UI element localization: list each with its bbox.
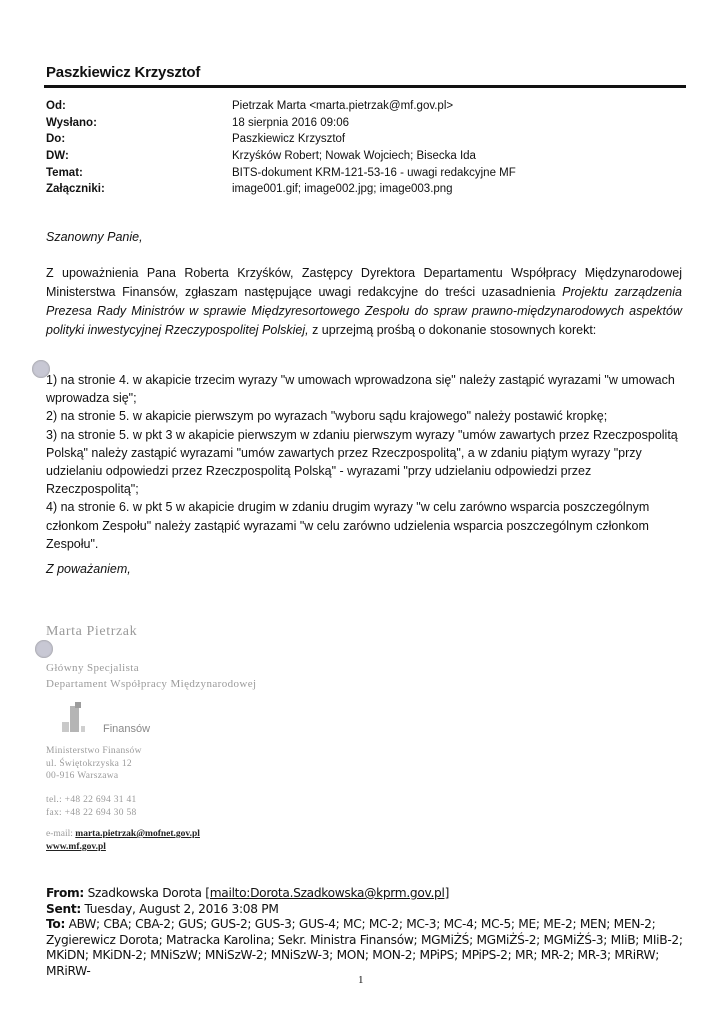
address-line: 00-916 Warszawa bbox=[46, 771, 119, 781]
header-label: Do: bbox=[46, 133, 66, 146]
fwd-sent-value: Tuesday, August 2, 2016 3:08 PM bbox=[80, 901, 279, 916]
fwd-from-name: Szadkowska Dorota bbox=[84, 886, 206, 900]
sender-name: Paszkiewicz Krzysztof bbox=[46, 64, 201, 81]
header-label: Temat: bbox=[46, 166, 83, 179]
email-headers bbox=[46, 98, 516, 198]
logo-text: Finansów bbox=[103, 723, 151, 735]
signature-position: Główny Specjalista bbox=[46, 662, 140, 674]
fax-number: fax: +48 22 694 30 58 bbox=[46, 807, 137, 818]
ministry-logo-icon bbox=[56, 700, 96, 734]
intro-document-title: Projektu zarządzenia Prezesa Rady Ministrów w sprawie Międzyresortowego Zespołu do spraw prawno-międzynarodowych aspektów polityki inwestycyjnej Rzeczypospolitej Polskiej, bbox=[46, 285, 682, 337]
header-row-cc bbox=[46, 148, 516, 165]
website-link[interactable]: www.mf.gov.pl bbox=[46, 842, 106, 852]
header-value: Pietrzak Marta <marta.pietrzak@mf.gov.pl> bbox=[232, 100, 454, 113]
address-line: Ministerstwo Finansów bbox=[46, 746, 142, 756]
header-divider bbox=[44, 85, 686, 88]
header-row-subject bbox=[46, 164, 516, 181]
header-row-attachments bbox=[46, 181, 516, 198]
header-label: Od: bbox=[46, 100, 66, 113]
header-row-to bbox=[46, 131, 516, 148]
signature-name: Marta Pietrzak bbox=[46, 624, 138, 639]
signature-phones bbox=[46, 794, 137, 819]
page-number: 1 bbox=[358, 974, 364, 986]
header-label: Załączniki: bbox=[46, 183, 105, 196]
greeting: Szanowny Panie, bbox=[46, 230, 143, 244]
list-item: 2) na stronie 5. w akapicie pierwszym po wyrazach "wyboru sądu krajowego" należy postawić kropkę; bbox=[46, 409, 608, 424]
fwd-from-mailto-link[interactable]: [mailto:Dorota.Szadkowska@kprm.gov.pl] bbox=[205, 886, 450, 900]
fwd-from-label: From: bbox=[46, 886, 85, 900]
fwd-sent-label: Sent: bbox=[46, 901, 81, 916]
signature-title bbox=[46, 660, 256, 692]
intro-text: Z upoważnienia Pana Roberta Krzyśków, Zastępcy Dyrektora Departamentu Współpracy Międzynarodowej Ministerstwa Finansów, zgłaszam następujące uwagi redakcyjne do treści uzasadnienia bbox=[46, 266, 682, 299]
intro-text-end: z uprzejmą prośbą o dokonanie stosownych korekt: bbox=[308, 323, 597, 337]
fwd-to-value: ABW; CBA; CBA-2; GUS; GUS-2; GUS-3; GUS-4; MC; MC-2; MC-3; MC-4; MC-5; ME; ME-2; MEN; MEN-2; Zygierewicz Dorota; Matracka Karolina; Sekr. Ministra Finansów; MGMiŻŚ; MGMiŻŚ-2; MGMiŻŚ-3; MIiB; MIiB-2; MKiDN; MKiDN-2; MNiSzW; MNiSzW-2; MNiSzW-3; MON; MON-2; MPiPS; MPiPS-2; MR; MR-2; MR-3; MRiRW; MRiRW- bbox=[46, 917, 683, 978]
header-label: DW: bbox=[46, 150, 69, 163]
list-item: 3) na stronie 5. w pkt 3 w akapicie pierwszym w zdaniu pierwszym wyrazy "umów zawartych przez Rzeczpospolitą Polską" należy zastąpić wyrazami "umów zawartych przez Rzeczpospolitą", a w zdaniu piątym wyrazy "przy udzielaniu odpowiedzi przez Rzeczpospolitą Polską" - wyrazami "przy udzielaniu odpowiedzi przez Rzeczpospolitą"; bbox=[46, 427, 678, 497]
header-value: 18 sierpnia 2016 09:06 bbox=[232, 116, 350, 129]
fwd-to-label: To: bbox=[46, 917, 66, 932]
header-value: Paszkiewicz Krzysztof bbox=[232, 133, 346, 146]
list-item: 4) na stronie 6. w pkt 5 w akapicie drugim w zdaniu drugim wyrazy "w celu zarówno wsparcia poszczególnym członkom Zespołu" należy zastąpić wyrazami "w celu zarówno udzielenia wsparcia poszczególnym członkom Zespołu". bbox=[46, 500, 650, 551]
corrections-list bbox=[46, 371, 682, 553]
intro-paragraph bbox=[46, 264, 682, 340]
header-row-from bbox=[46, 98, 516, 115]
header-value: BITS-dokument KRM-121-53-16 - uwagi redakcyjne MF bbox=[232, 166, 516, 179]
header-row-sent bbox=[46, 115, 516, 132]
signature-contact bbox=[46, 828, 200, 854]
phone-number: tel.: +48 22 694 31 41 bbox=[46, 795, 137, 805]
punch-hole-mark bbox=[35, 640, 53, 658]
email-link[interactable]: marta.pietrzak@mofnet.gov.pl bbox=[75, 829, 200, 839]
header-value: image001.gif; image002.jpg; image003.png bbox=[232, 183, 453, 196]
signature-department: Departament Współpracy Międzynarodowej bbox=[46, 678, 257, 690]
list-item: 1) na stronie 4. w akapicie trzecim wyrazy "w umowach wprowadzona się" należy zastąpić wyrazami "w umowach wprowadza się"; bbox=[46, 373, 675, 406]
address-line: ul. Świętokrzyska 12 bbox=[46, 758, 132, 769]
header-value: Krzyśków Robert; Nowak Wojciech; Bisecka Ida bbox=[232, 150, 476, 163]
email-label: e-mail: bbox=[46, 829, 76, 839]
closing: Z poważaniem, bbox=[46, 562, 131, 576]
header-label: Wysłano: bbox=[46, 116, 97, 129]
signature-address bbox=[46, 745, 142, 783]
forwarded-message-header bbox=[46, 886, 686, 980]
